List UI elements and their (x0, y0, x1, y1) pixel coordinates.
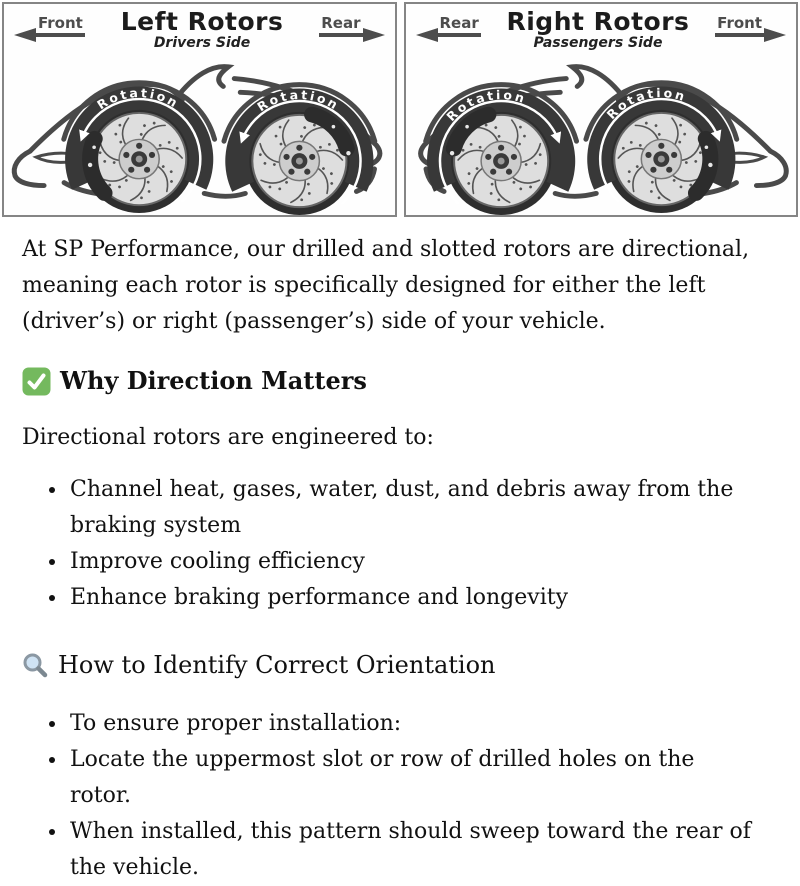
right-panel-titles (481, 9, 715, 50)
rotation-text-front-right: Rotation (602, 85, 689, 122)
direction-text: Front (715, 15, 764, 37)
section1-lead: Directional rotors are engineered to: (22, 425, 434, 450)
panel-title: Right Rotors (506, 7, 690, 36)
rotation-text-front-left: Rotation (94, 85, 183, 113)
section-title: How to Identify Correct Orientation (58, 651, 496, 679)
direction-text: Rear (438, 15, 481, 37)
right-arrow-icon (363, 28, 385, 42)
panel-title: Left Rotors (120, 7, 284, 36)
section-heading-identify-orientation (22, 648, 778, 682)
bullet-item: • To ensure proper installation: (68, 706, 758, 742)
section1-bullet-list (22, 472, 758, 616)
direction-text: Front (36, 15, 85, 37)
bullet-item: • Improve cooling efficiency (68, 544, 758, 580)
left-panel-titles (85, 9, 319, 50)
section-title: Why Direction Matters (60, 366, 367, 395)
left-arrow-icon (416, 28, 438, 42)
front-direction-label (715, 15, 786, 37)
rotation-text-rear-left: Rotation (254, 87, 343, 115)
rear-direction-label (416, 15, 481, 37)
bullet-item: • Locate the uppermost slot or row of drilled holes on the rotor. (68, 742, 758, 814)
rotation-text-rear-right: Rotation (442, 87, 529, 124)
left-panel-header (14, 9, 385, 50)
left-arrow-icon (14, 28, 36, 42)
rotor-direction-diagrams (2, 2, 798, 217)
intro-paragraph: At SP Performance, our drilled and slotted rotors are directional, meaning each rotor is specifically designed for either the left (driver’s) or right (passenger’s) side of your vehicle. (22, 237, 750, 334)
article-content (0, 219, 800, 886)
section-heading-why-direction-matters (22, 364, 778, 398)
front-direction-label (14, 15, 85, 37)
rear-direction-label (319, 15, 384, 37)
right-rotors-panel (404, 2, 799, 217)
green-checkmark-icon (22, 367, 51, 396)
panel-subtitle: Drivers Side (153, 35, 251, 51)
left-rotors-panel (2, 2, 397, 217)
page (0, 2, 800, 880)
magnifying-glass-icon (22, 652, 49, 679)
section2-bullet-list (22, 706, 758, 886)
bullet-item: • Enhance braking performance and longevity (68, 580, 758, 616)
direction-text: Rear (319, 15, 362, 37)
bullet-item: • When installed, this pattern should sweep toward the rear of the vehicle. (68, 814, 758, 886)
right-arrow-icon (764, 28, 786, 42)
right-panel-header (416, 9, 787, 50)
bullet-item: • Channel heat, gases, water, dust, and debris away from the braking system (68, 472, 758, 544)
panel-subtitle: Passengers Side (533, 35, 663, 51)
